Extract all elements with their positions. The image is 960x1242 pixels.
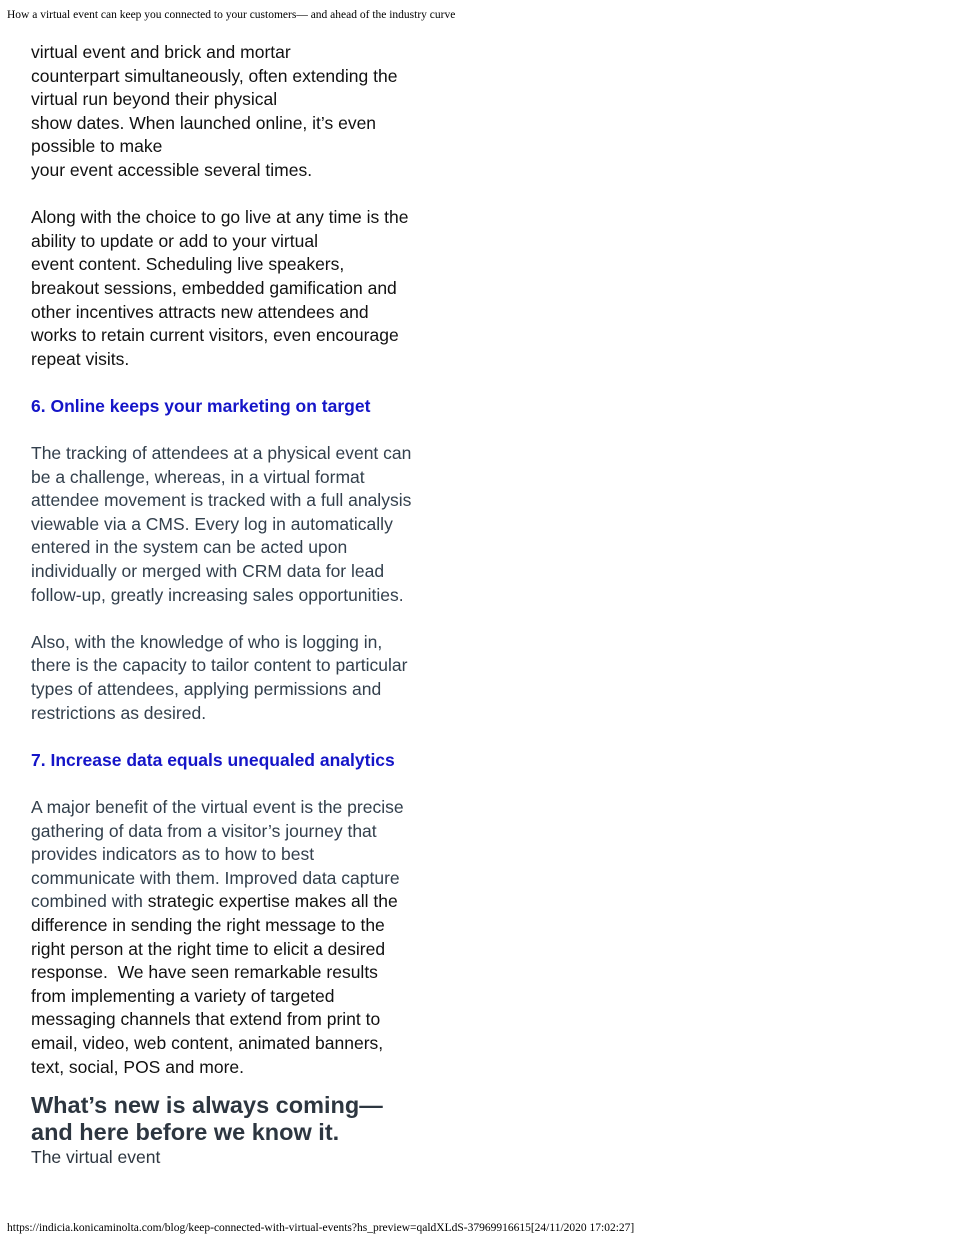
text-line: counterpart simultaneously, often extending the — [31, 65, 398, 86]
text-line: show dates. When launched online, it’s even — [31, 112, 377, 133]
text-line: possible to make — [31, 136, 163, 157]
text-line: A major benefit of the virtual event is the precise — [31, 797, 404, 817]
text-line: virtual run beyond their physical — [31, 89, 278, 110]
text-line: provides indicators as to how to best — [31, 844, 315, 865]
analytics-paragraph — [31, 796, 451, 1079]
text-line: The tracking of attendees at a physical event can — [31, 443, 412, 464]
text-fragment: combined with — [31, 891, 148, 912]
closing-subtext: The virtual event — [31, 1147, 161, 1168]
text-line: restrictions as desired. — [31, 702, 207, 723]
text-line: text, social, POS and more. — [31, 1056, 245, 1077]
text-line: repeat visits. — [31, 348, 130, 369]
text-line: be a challenge, whereas, in a virtual format — [31, 466, 365, 487]
article-content — [31, 41, 451, 1170]
text-line: there is the capacity to tailor content to particular — [31, 655, 408, 676]
closing-heading-line: What’s new is always coming— — [31, 1092, 383, 1119]
text-line: viewable via a CMS. Every log in automatically — [31, 513, 393, 534]
tracking-paragraph — [31, 442, 451, 607]
section-heading-7: 7. Increase data equals unequaled analytics — [31, 749, 395, 770]
text-line: individually or merged with CRM data for lead — [31, 561, 385, 582]
text-line: gathering of data from a visitor’s journey that — [31, 820, 377, 841]
text-line: right person at the right time to elicit a desired — [31, 938, 386, 959]
text-line-mixed — [31, 890, 451, 914]
text-line: breakout sessions, embedded gamification and — [31, 277, 397, 298]
page-footer-url: https://indicia.konicaminolta.com/blog/keep-connected-with-virtual-events?hs_preview=qaldXLdS-37969916615[24/11/2020 17:02:27] — [7, 1222, 635, 1234]
text-line: entered in the system can be acted upon — [31, 537, 348, 558]
text-line: virtual event and brick and mortar — [31, 42, 291, 62]
text-line: communicate with them. Improved data capture — [31, 867, 400, 888]
text-line: ability to update or add to your virtual — [31, 230, 318, 251]
text-line: response. We have seen remarkable results — [31, 962, 378, 983]
text-line: messaging channels that extend from print to — [31, 1009, 381, 1030]
text-line: follow-up, greatly increasing sales opportunities. — [31, 584, 404, 605]
text-line: Along with the choice to go live at any time is the — [31, 207, 409, 228]
text-line: works to retain current visitors, even encourage — [31, 325, 399, 346]
text-line: email, video, web content, animated banners, — [31, 1032, 384, 1053]
text-line: Also, with the knowledge of who is logging in, — [31, 631, 383, 652]
page-header-title: How a virtual event can keep you connected to your customers— and ahead of the industry curve — [7, 9, 456, 21]
closing-heading — [31, 1092, 451, 1146]
text-line: your event accessible several times. — [31, 159, 313, 180]
text-line: attendee movement is tracked with a full analysis — [31, 490, 412, 511]
closing-heading-line: and here before we know it. — [31, 1119, 340, 1146]
text-line: types of attendees, applying permissions and — [31, 679, 382, 700]
text-fragment: strategic expertise makes all the — [147, 891, 398, 912]
text-line: event content. Scheduling live speakers, — [31, 254, 345, 275]
text-line: from implementing a variety of targeted — [31, 985, 335, 1006]
tailor-content-paragraph — [31, 631, 451, 725]
text-line: difference in sending the right message to the — [31, 914, 385, 935]
text-line: other incentives attracts new attendees and — [31, 301, 369, 322]
section-heading-6: 6. Online keeps your marketing on target — [31, 395, 371, 416]
live-content-paragraph — [31, 206, 451, 371]
intro-paragraph — [31, 41, 451, 183]
